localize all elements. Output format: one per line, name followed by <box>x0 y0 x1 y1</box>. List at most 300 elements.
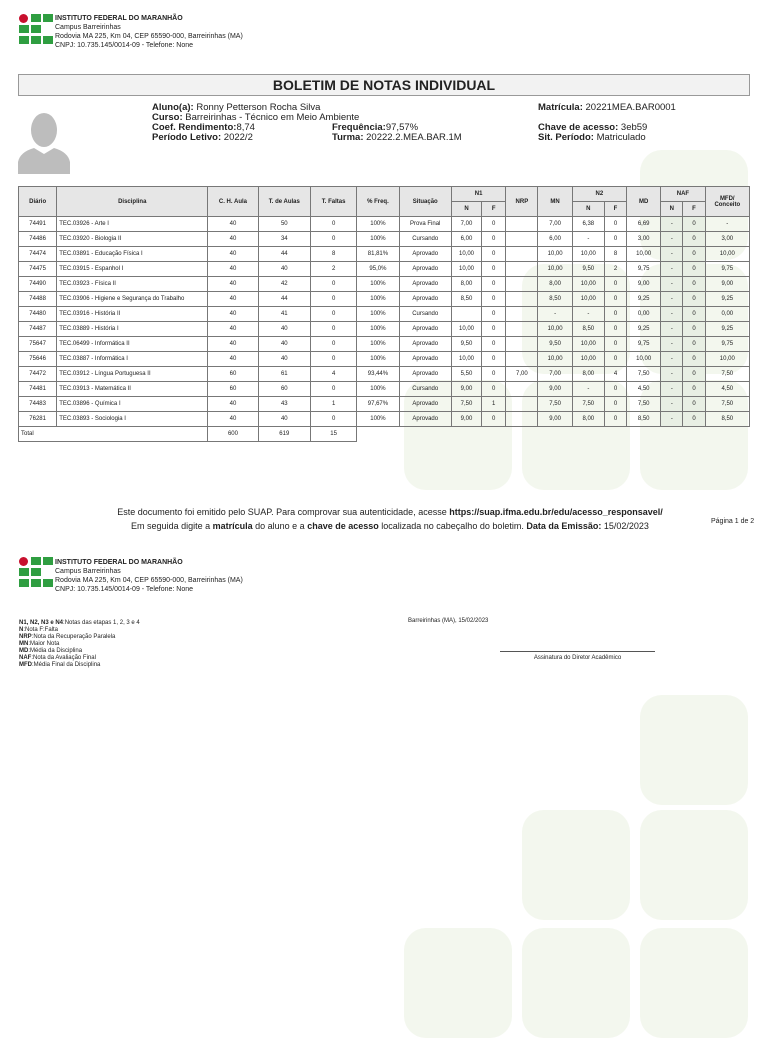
table-cell: - <box>661 292 683 307</box>
table-cell: 42 <box>258 277 310 292</box>
table-cell: - <box>661 412 683 427</box>
student-coef: 8,74 <box>236 122 255 133</box>
table-cell: 40 <box>258 337 310 352</box>
signature-label: Assinatura do Diretor Acadêmico <box>533 655 622 661</box>
table-cell: 34 <box>258 232 310 247</box>
table-cell: 10,00 <box>572 352 604 367</box>
table-cell: 7,00 <box>451 217 481 232</box>
table-cell: 10,00 <box>705 247 749 262</box>
table-cell: Aprovado <box>399 337 451 352</box>
access-key: 3eb59 <box>620 122 648 133</box>
table-cell: 0 <box>482 307 506 322</box>
table-cell: TEC.06499 - Informática II <box>57 337 208 352</box>
table-cell: TEC.03916 - História II <box>57 307 208 322</box>
table-cell: 9,50 <box>451 337 481 352</box>
table-cell: 0 <box>482 277 506 292</box>
table-cell: - <box>661 367 683 382</box>
table-cell: 7,50 <box>538 397 572 412</box>
col-header: C. H. Aula <box>208 187 258 217</box>
table-cell: 0 <box>482 322 506 337</box>
table-cell: 100% <box>357 337 399 352</box>
table-cell: 100% <box>357 292 399 307</box>
watermark-block <box>640 928 748 1038</box>
legend: N1, N2, N3 e N4:Notas das etapas 1, 2, 3 e 4 N:Nota F:Falta NRP:Nota da Recuperação Paralela MN:Maior Nota MD:Média da Disciplina NAF:Nota da Avaliação Final MFD:Média Final da Disciplina <box>19 620 140 668</box>
table-cell: 0 <box>604 217 626 232</box>
table-cell: 6,00 <box>538 232 572 247</box>
table-cell <box>506 277 538 292</box>
student-info: Aluno(a): Ronny Petterson Rocha Silva Curso: Barreirinhas - Técnico em Meio Ambiente Coef. Rendimento:8,74 Período Letivo: 2022/2 <box>152 102 360 143</box>
signature-line <box>500 651 655 652</box>
table-cell: 9,00 <box>451 412 481 427</box>
col-header: N2 <box>572 187 626 202</box>
table-cell: Cursando <box>399 307 451 322</box>
table-cell: 40 <box>258 262 310 277</box>
table-cell: 7,00 <box>538 367 572 382</box>
table-cell: 0 <box>683 217 705 232</box>
table-cell: - <box>661 397 683 412</box>
table-cell: 74483 <box>19 397 57 412</box>
table-cell: 10,00 <box>538 322 572 337</box>
table-row <box>19 217 750 232</box>
col-header: Diário <box>19 187 57 217</box>
table-cell: 0 <box>482 367 506 382</box>
table-cell: - <box>538 307 572 322</box>
table-cell: 2 <box>604 262 626 277</box>
table-cell: 40 <box>208 322 258 337</box>
institution-header-2: INSTITUTO FEDERAL DO MARANHÃO Campus Barreirinhas Rodovia MA 225, Km 04, CEP 65590-000, Barreirinhas (MA) CNPJ: 10.735.145/0014-09 - Telefone: None <box>55 559 243 593</box>
table-cell: 9,00 <box>538 382 572 397</box>
table-cell: 6,69 <box>627 217 661 232</box>
table-cell: 4 <box>604 367 626 382</box>
table-cell: 100% <box>357 322 399 337</box>
table-cell: TEC.03912 - Língua Portuguesa II <box>57 367 208 382</box>
institution-address: Rodovia MA 225, Km 04, CEP 65590-000, Barreirinhas (MA) <box>55 33 243 40</box>
table-cell: 8 <box>310 247 356 262</box>
table-cell: 10,00 <box>538 247 572 262</box>
table-cell: Aprovado <box>399 412 451 427</box>
table-cell: 74475 <box>19 262 57 277</box>
table-cell: TEC.03920 - Biologia II <box>57 232 208 247</box>
table-cell: 7,50 <box>705 367 749 382</box>
table-cell: 4,50 <box>627 382 661 397</box>
table-cell: 10,00 <box>627 352 661 367</box>
table-cell: 8,50 <box>705 412 749 427</box>
table-cell: 0 <box>683 247 705 262</box>
table-cell: 74472 <box>19 367 57 382</box>
table-cell: 10,00 <box>572 292 604 307</box>
table-cell: - <box>572 232 604 247</box>
table-cell: 0 <box>604 337 626 352</box>
table-cell: TEC.03887 - Informática I <box>57 352 208 367</box>
table-cell: 10,00 <box>538 352 572 367</box>
table-cell: 5,50 <box>451 367 481 382</box>
table-cell: 60 <box>208 382 258 397</box>
grades-table <box>18 186 750 442</box>
col-header: NAF <box>661 187 705 202</box>
table-cell: 7,50 <box>627 397 661 412</box>
table-cell: 0 <box>482 232 506 247</box>
col-header: NRP <box>506 187 538 217</box>
institution-campus: Campus Barreirinhas <box>55 24 121 31</box>
table-cell: 0 <box>683 307 705 322</box>
table-cell: 0 <box>683 367 705 382</box>
table-cell: 50 <box>258 217 310 232</box>
table-cell: 10,00 <box>572 337 604 352</box>
table-cell: 10,00 <box>572 247 604 262</box>
table-row <box>19 247 750 262</box>
table-cell: 4,50 <box>705 382 749 397</box>
table-cell: 40 <box>258 352 310 367</box>
table-cell: 9,00 <box>451 382 481 397</box>
total-aulas: 619 <box>258 427 310 442</box>
table-cell <box>506 382 538 397</box>
table-cell: 9,00 <box>627 277 661 292</box>
table-cell: 8,50 <box>451 292 481 307</box>
table-cell: 0 <box>310 337 356 352</box>
table-cell: 40 <box>208 292 258 307</box>
table-cell: 8,00 <box>451 277 481 292</box>
table-cell: 43 <box>258 397 310 412</box>
page-number: Página 1 de 2 <box>711 518 755 525</box>
table-cell: 0 <box>604 292 626 307</box>
table-cell: 7,50 <box>451 397 481 412</box>
table-cell: 74474 <box>19 247 57 262</box>
table-cell: 60 <box>208 367 258 382</box>
period-status: Matriculado <box>596 132 646 143</box>
table-cell: 0 <box>482 412 506 427</box>
col-header: T. Faltas <box>310 187 356 217</box>
table-cell: 0,00 <box>627 307 661 322</box>
table-cell: TEC.03889 - História I <box>57 322 208 337</box>
table-cell: 61 <box>258 367 310 382</box>
table-cell: 74480 <box>19 307 57 322</box>
table-cell: 40 <box>208 412 258 427</box>
table-cell: Aprovado <box>399 367 451 382</box>
table-cell: 0 <box>604 397 626 412</box>
sub-header: F <box>683 202 705 217</box>
table-cell: 0 <box>683 352 705 367</box>
table-cell: 81,81% <box>357 247 399 262</box>
table-cell: 0 <box>604 382 626 397</box>
table-cell: 100% <box>357 307 399 322</box>
table-cell: 40 <box>208 397 258 412</box>
sub-header: N <box>572 202 604 217</box>
table-cell: 10,00 <box>538 262 572 277</box>
table-cell <box>506 397 538 412</box>
table-cell: 0 <box>482 292 506 307</box>
col-header: Situação <box>399 187 451 217</box>
total-row <box>19 427 750 442</box>
sub-header: F <box>482 202 506 217</box>
table-cell: Aprovado <box>399 247 451 262</box>
table-cell: 40 <box>208 337 258 352</box>
table-cell: 0 <box>310 232 356 247</box>
table-cell: - <box>661 262 683 277</box>
table-cell: 9,25 <box>627 292 661 307</box>
institution-header <box>55 14 243 50</box>
table-row <box>19 382 750 397</box>
total-faltas: 15 <box>310 427 356 442</box>
table-cell: 0,00 <box>705 307 749 322</box>
table-cell <box>506 307 538 322</box>
table-cell: 6,00 <box>451 232 481 247</box>
table-row <box>19 412 750 427</box>
table-cell: 10,00 <box>627 247 661 262</box>
table-cell: 44 <box>258 247 310 262</box>
watermark-block <box>522 928 630 1038</box>
table-row <box>19 322 750 337</box>
table-cell: 2 <box>310 262 356 277</box>
student-name: Ronny Petterson Rocha Silva <box>196 102 321 113</box>
table-cell: 0 <box>683 322 705 337</box>
table-cell: TEC.03891 - Educação Física I <box>57 247 208 262</box>
col-header: MD <box>627 187 661 217</box>
table-cell: 1 <box>310 397 356 412</box>
table-cell: 40 <box>208 262 258 277</box>
table-cell: TEC.03915 - Espanhol I <box>57 262 208 277</box>
table-cell: 0 <box>482 217 506 232</box>
total-ch: 600 <box>208 427 258 442</box>
table-cell: TEC.03906 - Higiene e Segurança do Trabalho <box>57 292 208 307</box>
table-cell: 40 <box>258 322 310 337</box>
table-cell: 0 <box>683 292 705 307</box>
table-cell <box>506 352 538 367</box>
table-cell: 8,50 <box>538 292 572 307</box>
table-cell: - <box>661 307 683 322</box>
table-cell: 0 <box>482 262 506 277</box>
table-cell <box>506 247 538 262</box>
table-cell: 9,50 <box>572 262 604 277</box>
table-cell: 100% <box>357 217 399 232</box>
table-cell: - <box>661 337 683 352</box>
col-header: N1 <box>451 187 505 202</box>
table-cell: 0 <box>482 247 506 262</box>
table-cell: 0 <box>604 322 626 337</box>
page-title: BOLETIM DE NOTAS INDIVIDUAL <box>18 74 750 96</box>
table-cell: 95,0% <box>357 262 399 277</box>
table-cell: 0 <box>310 322 356 337</box>
sub-header: N <box>451 202 481 217</box>
table-cell: 0 <box>482 337 506 352</box>
table-cell <box>506 232 538 247</box>
table-cell: 0 <box>604 307 626 322</box>
table-cell: 0 <box>683 397 705 412</box>
table-cell: - <box>661 232 683 247</box>
col-header: MN <box>538 187 572 217</box>
table-cell: TEC.03893 - Sociologia I <box>57 412 208 427</box>
watermark-block <box>640 810 748 920</box>
table-cell: 0 <box>683 277 705 292</box>
student-frequency: 97,57% <box>385 122 419 133</box>
table-cell: 7,00 <box>506 367 538 382</box>
col-header: T. de Aulas <box>258 187 310 217</box>
table-cell: 0 <box>310 412 356 427</box>
table-row <box>19 292 750 307</box>
table-cell: 40 <box>208 247 258 262</box>
table-cell: 0 <box>683 337 705 352</box>
table-cell: 0 <box>310 292 356 307</box>
table-cell: 0 <box>482 352 506 367</box>
col-header: % Freq. <box>357 187 399 217</box>
student-period: 2022/2 <box>223 132 253 143</box>
table-cell: Cursando <box>399 232 451 247</box>
table-cell: 100% <box>357 412 399 427</box>
table-cell: 40 <box>208 277 258 292</box>
table-row <box>19 397 750 412</box>
table-cell: 4 <box>310 367 356 382</box>
table-cell: 100% <box>357 232 399 247</box>
table-cell: - <box>661 247 683 262</box>
table-cell: 8,50 <box>627 412 661 427</box>
table-cell: 9,75 <box>705 337 749 352</box>
student-class: 20222.2.MEA.BAR.1M <box>366 132 462 143</box>
table-cell: 44 <box>258 292 310 307</box>
table-cell: 9,25 <box>705 292 749 307</box>
table-cell: 9,00 <box>538 412 572 427</box>
student-registration: 20221MEA.BAR0001 <box>585 102 676 113</box>
table-cell: Aprovado <box>399 277 451 292</box>
table-cell: 40 <box>208 307 258 322</box>
institution-contact: CNPJ: 10.735.145/0014-09 - Telefone: None <box>55 42 194 49</box>
table-cell: 0 <box>310 352 356 367</box>
table-cell: TEC.03926 - Arte I <box>57 217 208 232</box>
table-cell: 9,25 <box>627 322 661 337</box>
table-cell: - <box>661 277 683 292</box>
table-cell: 7,50 <box>572 397 604 412</box>
table-cell <box>506 217 538 232</box>
table-cell: 9,50 <box>538 337 572 352</box>
table-cell: 10,00 <box>451 322 481 337</box>
table-cell: 60 <box>258 382 310 397</box>
student-course: Barreirinhas - Técnico em Meio Ambiente <box>185 112 360 123</box>
table-cell: TEC.03923 - Física II <box>57 277 208 292</box>
table-cell <box>506 412 538 427</box>
table-cell: 0 <box>683 232 705 247</box>
table-cell: 9,75 <box>627 262 661 277</box>
table-cell: 7,00 <box>538 217 572 232</box>
table-cell: 0 <box>604 352 626 367</box>
table-cell: TEC.03913 - Matemática II <box>57 382 208 397</box>
table-cell: 8,00 <box>572 367 604 382</box>
table-cell: 9,75 <box>627 337 661 352</box>
table-cell: 76281 <box>19 412 57 427</box>
table-cell: 74491 <box>19 217 57 232</box>
emission-date: 15/02/2023 <box>601 521 649 531</box>
col-header: Disciplina <box>57 187 208 217</box>
table-row <box>19 307 750 322</box>
table-cell: 41 <box>258 307 310 322</box>
table-cell: Aprovado <box>399 322 451 337</box>
table-cell: 8,50 <box>572 322 604 337</box>
table-cell: 0 <box>683 382 705 397</box>
table-cell: 40 <box>208 352 258 367</box>
table-row <box>19 367 750 382</box>
table-cell: 0 <box>604 232 626 247</box>
table-cell: 100% <box>357 352 399 367</box>
table-cell: 0 <box>310 307 356 322</box>
table-cell: 3,00 <box>627 232 661 247</box>
table-cell: - <box>572 307 604 322</box>
total-label: Total <box>19 427 208 442</box>
table-cell: - <box>572 382 604 397</box>
table-cell: 10,00 <box>451 352 481 367</box>
table-cell: 1 <box>482 397 506 412</box>
authenticity-notice: Este documento foi emitido pelo SUAP. Para comprovar sua autenticidade, acesse https://suap.ifma.edu.br/edu/acesso_responsavel/ Em seguida digite a matrícula do aluno e a chave de acesso localizada no cabeçalho do boletim. Data da Emissão: 15/02/2023 <box>117 507 663 531</box>
verification-link[interactable]: https://suap.ifma.edu.br/edu/acesso_responsavel/ <box>449 507 663 517</box>
table-cell: 7,50 <box>627 367 661 382</box>
table-cell: 0 <box>310 217 356 232</box>
table-row <box>19 352 750 367</box>
table-cell: 9,25 <box>705 322 749 337</box>
sub-header: N <box>661 202 683 217</box>
table-cell <box>451 307 481 322</box>
table-cell: 74481 <box>19 382 57 397</box>
table-cell: 0 <box>683 262 705 277</box>
table-cell: 40 <box>258 412 310 427</box>
table-cell <box>506 292 538 307</box>
table-cell <box>506 322 538 337</box>
table-row <box>19 232 750 247</box>
table-cell: - <box>661 352 683 367</box>
watermark-block <box>522 810 630 920</box>
table-cell: - <box>661 217 683 232</box>
table-cell: 6,38 <box>572 217 604 232</box>
table-cell: 0 <box>683 412 705 427</box>
institution-name: INSTITUTO FEDERAL DO MARANHÃO <box>55 15 183 22</box>
table-cell: 0 <box>604 412 626 427</box>
table-cell: 74488 <box>19 292 57 307</box>
table-cell: 75646 <box>19 352 57 367</box>
watermark-block <box>640 695 748 805</box>
table-cell: 8,00 <box>572 412 604 427</box>
table-row <box>19 262 750 277</box>
table-cell: 74487 <box>19 322 57 337</box>
table-cell: Aprovado <box>399 262 451 277</box>
table-cell: 40 <box>208 217 258 232</box>
table-row <box>19 277 750 292</box>
table-cell: Aprovado <box>399 292 451 307</box>
table-cell: 10,00 <box>451 247 481 262</box>
col-header: MFD/ Conceito <box>705 187 749 217</box>
table-cell: 0 <box>604 277 626 292</box>
table-cell: - <box>661 322 683 337</box>
table-cell: 3,00 <box>705 232 749 247</box>
ifma-logo-icon <box>19 557 55 587</box>
table-cell: 97,67% <box>357 397 399 412</box>
table-cell <box>506 337 538 352</box>
table-cell: 75647 <box>19 337 57 352</box>
table-cell: 10,00 <box>705 352 749 367</box>
table-cell: - <box>705 217 749 232</box>
table-cell <box>506 262 538 277</box>
table-cell: 74490 <box>19 277 57 292</box>
table-cell: 100% <box>357 382 399 397</box>
table-cell: - <box>661 382 683 397</box>
table-cell: 8 <box>604 247 626 262</box>
ifma-logo-icon <box>19 14 55 44</box>
student-info-middle: Frequência:97,57% Turma: 20222.2.MEA.BAR.1M <box>332 122 462 143</box>
table-cell: 9,75 <box>705 262 749 277</box>
table-cell: 0 <box>482 382 506 397</box>
sub-header: F <box>604 202 626 217</box>
table-cell: 8,00 <box>538 277 572 292</box>
student-info-right: Matrícula: 20221MEA.BAR0001 Chave de acesso: 3eb59 Sit. Período: Matriculado <box>538 102 676 143</box>
table-cell: 93,44% <box>357 367 399 382</box>
table-cell: 0 <box>310 382 356 397</box>
table-row <box>19 337 750 352</box>
table-cell: Aprovado <box>399 397 451 412</box>
table-cell: Prova Final <box>399 217 451 232</box>
